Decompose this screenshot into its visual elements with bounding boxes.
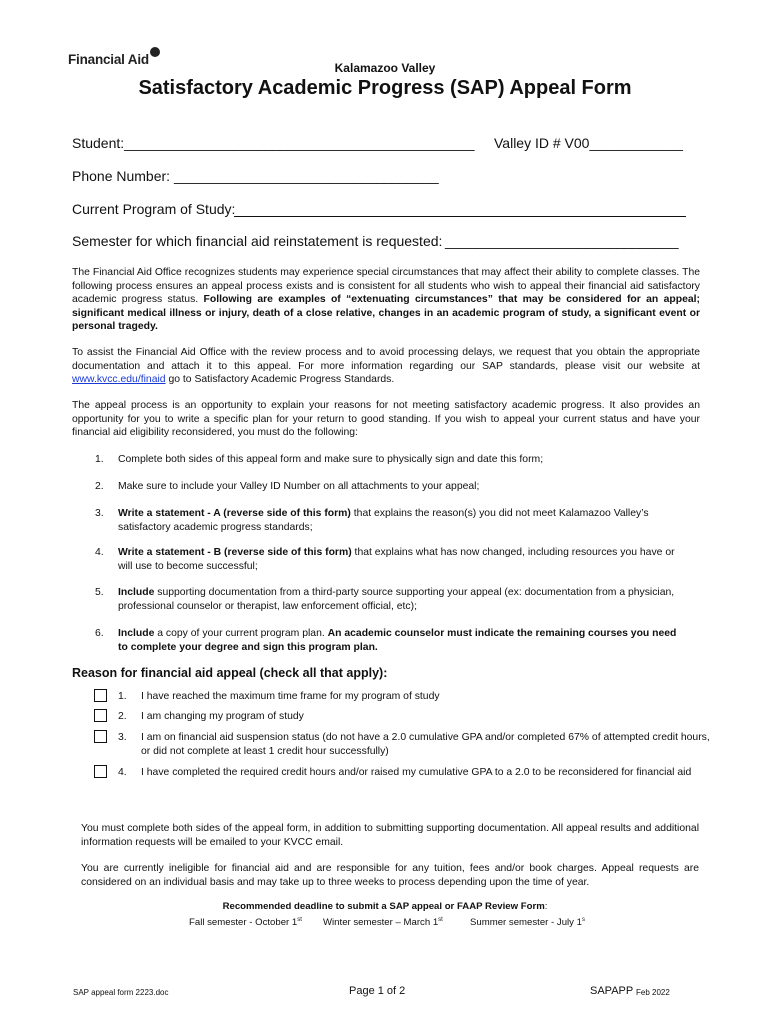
reason-text: I am on financial aid suspension status (do not have a 2.0 cumulative GPA and/or completed 67% of attempted credit hours, or did not complete at least 1 credit hour successfully) <box>141 732 710 757</box>
footer-filename: SAP appeal form 2223.doc <box>73 988 169 997</box>
deadline-summer-sup: s <box>581 917 585 923</box>
step-bold: Write a statement - A (reverse side of this form) <box>118 508 351 519</box>
reason-text: I am changing my program of study <box>141 711 304 722</box>
deadline-heading-colon: : <box>544 901 548 912</box>
deadline-heading <box>0 901 770 912</box>
deadline-winter-sup: st <box>438 917 443 923</box>
semester-field-blank[interactable]: ______________________________ <box>445 233 679 249</box>
step-bold: Include <box>118 587 155 598</box>
step-number: 4. <box>95 547 104 558</box>
college-name: Kalamazoo Valley <box>334 61 436 75</box>
reason-number: 1. <box>118 691 127 702</box>
step-bold: Write a statement - B (reverse side of this form) <box>118 547 352 558</box>
note-paragraph-2: You are currently ineligible for financial aid and are responsible for any tuition, fees and/or book charges. Appeal requests are considered on an individual basis and may take up to three weeks to process depending upon the time of year. <box>81 863 699 888</box>
deadline-fall-text: Fall semester - October 1 <box>189 917 298 929</box>
step-number: 6. <box>95 628 104 639</box>
step-text: Complete both sides of this appeal form and make sure to physically sign and date this form; <box>118 454 544 465</box>
phone-field[interactable]: Phone Number: __________________________________ <box>72 168 439 184</box>
deadline-fall <box>189 917 302 928</box>
step-number: 1. <box>95 454 104 465</box>
intro-p2-text-a: To assist the Financial Aid Office with the review process and to avoid processing delays, we request that you obtain the appropriate documentation and attach it to this appeal. For more information regarding our SAP standards, please visit our website at <box>72 347 700 372</box>
step-text <box>118 546 678 573</box>
student-field[interactable]: Student:_____________________________________________ <box>72 135 475 151</box>
deadline-winter <box>323 917 443 928</box>
reason-checkbox[interactable] <box>94 730 107 743</box>
reason-heading: Reason for financial aid appeal (check all that apply): <box>72 666 388 680</box>
intro-p1-bold: Following are examples of “extenuating circumstances” that may be considered for an appeal; significant medical illness or injury, death of a close relative, changes in an academic program of study, a significant event or personal tragedy. <box>72 294 700 332</box>
step-plain: that explains the reason(s) you did not meet Kalamazoo Valley’s satisfactory academic progress standards; <box>118 508 649 533</box>
valley-id-field[interactable]: Valley ID # V00____________ <box>494 135 683 151</box>
step-bold-2: An academic counselor must indicate the remaining courses you need to complete your degree and sign this program plan. <box>118 628 677 653</box>
reason-item <box>0 710 770 730</box>
reason-checkbox[interactable] <box>94 709 107 722</box>
deadline-summer-text: Summer semester - July 1 <box>470 917 582 929</box>
program-field-label: Current Program of Study: <box>72 201 236 217</box>
step-text <box>118 586 678 613</box>
deadline-heading-text: Recommended deadline to submit a SAP appeal or FAAP Review Form <box>222 901 545 912</box>
reason-text: I have reached the maximum time frame for my program of study <box>141 691 440 702</box>
program-field-line[interactable] <box>234 216 686 217</box>
footer-date: Feb 2022 <box>636 988 670 997</box>
logo-badge-icon <box>150 47 160 57</box>
reason-checkbox[interactable] <box>94 689 107 702</box>
deadline-summer <box>470 917 585 928</box>
form-title: Satisfactory Academic Progress (SAP) Appeal Form <box>138 77 632 99</box>
intro-paragraph-3: The appeal process is an opportunity to explain your reasons for not meeting satisfactory academic progress. It also provides an opportunity for you to write a specific plan for your return to good standing. If you wish to appeal your current status and have your financial aid eligibility reconsidered, you must do the following: <box>72 400 700 438</box>
step-plain: a copy of your current program plan. <box>154 628 328 639</box>
step-text: Make sure to include your Valley ID Number on all attachments to your appeal; <box>118 481 480 492</box>
deadline-fall-sup: st <box>297 917 302 923</box>
step-number: 3. <box>95 508 104 519</box>
step-plain: that explains what has now changed, including resources you have or will use to become successful; <box>118 547 675 572</box>
reason-number: 2. <box>118 711 127 722</box>
intro-paragraph-1 <box>72 266 700 334</box>
intro-p2-text-b: go to Satisfactory Academic Progress Standards. <box>165 374 395 385</box>
reason-checkbox[interactable] <box>94 765 107 778</box>
note-paragraph-1: You must complete both sides of the appeal form, in addition to submitting supporting documentation. All appeal results and additional information requests will be emailed to your KVCC email. <box>81 823 699 848</box>
semester-field-label: Semester for which financial aid reinstatement is requested: <box>72 233 443 249</box>
step-number: 2. <box>95 481 104 492</box>
footer-form-code: SAPAPP <box>590 985 634 997</box>
step-plain: supporting documentation from a third-party source supporting your appeal (ex: documentation from a physician, professional counselor or therapist, law enforcement official, etc); <box>118 587 675 612</box>
reason-number: 3. <box>118 732 127 743</box>
step-number: 5. <box>95 587 104 598</box>
step-bold: Include <box>118 628 155 639</box>
finaid-link[interactable]: www.kvcc.edu/finaid <box>72 374 166 385</box>
intro-paragraph-2 <box>72 346 700 387</box>
step-text <box>118 627 678 654</box>
reason-text: I have completed the required credit hours and/or raised my cumulative GPA to a 2.0 to be reconsidered for financial aid <box>141 767 692 778</box>
footer-page-number: Page 1 of 2 <box>349 985 406 997</box>
intro-p1-text: The Financial Aid Office recognizes students may experience special circumstances that may affect their ability to complete classes. The following process ensures an appeal process exists and is consistent for all students who wish to appeal their financial aid satisfactory academic progress status. <box>72 267 700 305</box>
reason-item <box>0 766 770 796</box>
logo-text: Financial Aid <box>68 52 149 67</box>
deadline-winter-text: Winter semester – March 1 <box>323 917 439 929</box>
reason-number: 4. <box>118 767 127 778</box>
reason-item <box>0 731 770 761</box>
step-text <box>118 507 678 534</box>
